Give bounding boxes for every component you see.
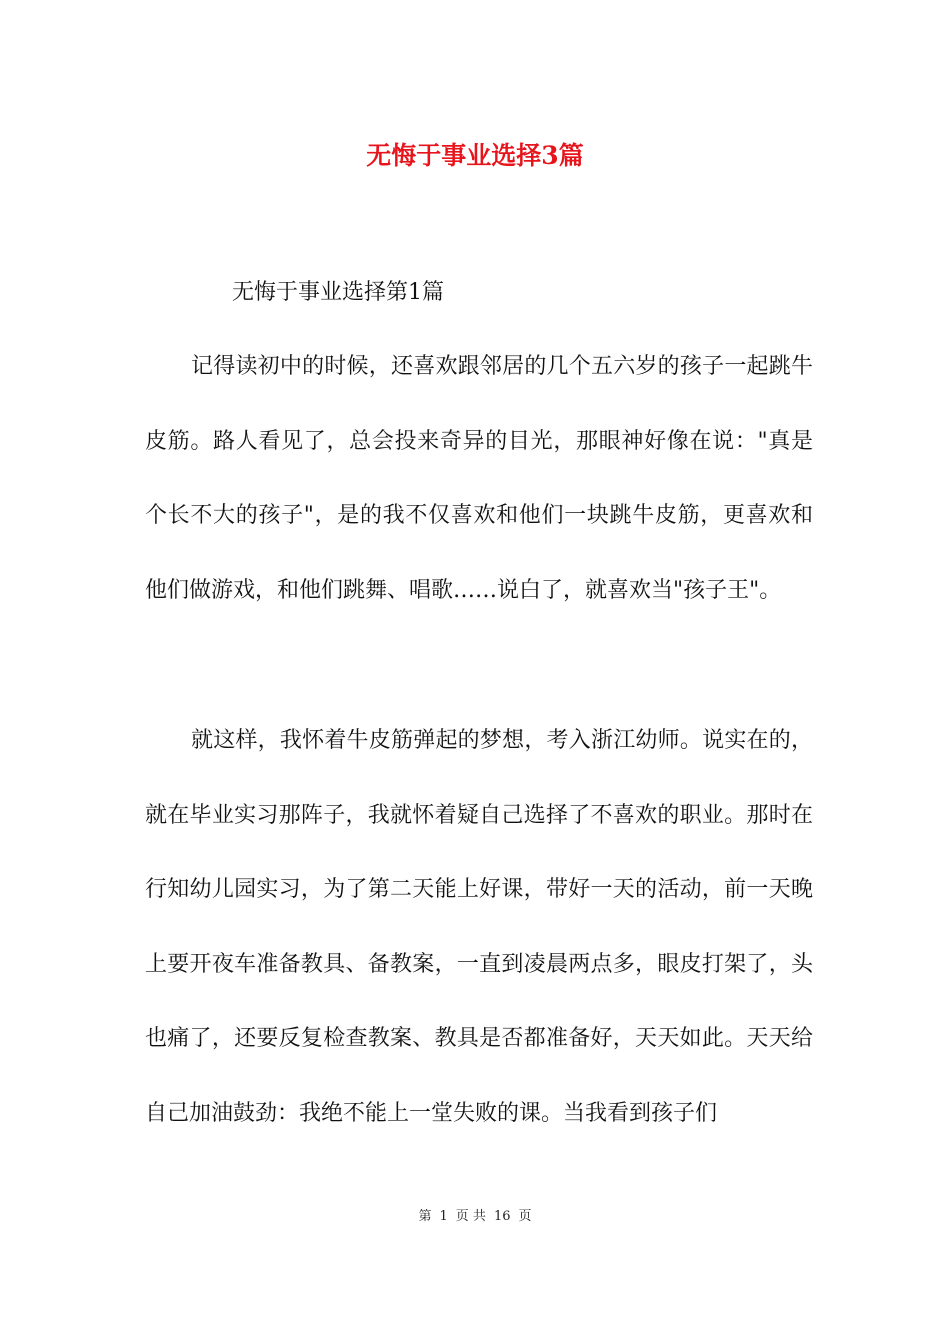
- paragraph-2: 就这样，我怀着牛皮筋弹起的梦想，考入浙江幼师。说实在的，就在毕业实习那阵子，我就怀着疑自己选择了不喜欢的职业。那时在行知幼儿园实习，为了第二天能上好课，带好一天的活动，前一天晚上要开夜车准备教具、备教案，一直到凌晨两点多，眼皮打架了，头也痛了，还要反复检查教案、教具是否都准备好，天天如此。天天给自己加油鼓劲：我绝不能上一堂失败的课。当我看到孩子们: [145, 728, 813, 1126]
- footer-total-pages: 16: [493, 1209, 511, 1224]
- footer-suffix: 页: [518, 1209, 532, 1224]
- footer-mid: 页 共: [455, 1209, 486, 1224]
- page-footer: [0, 1207, 950, 1227]
- document-title: 无悔于事业选择3篇: [366, 141, 584, 170]
- footer-prefix: 第: [418, 1209, 432, 1224]
- paragraph-1: 记得读初中的时候，还喜欢跟邻居的几个五六岁的孩子一起跳牛皮筋。路人看见了，总会投来奇异的目光，那眼神好像在说："真是个长不大的孩子"，是的我不仅喜欢和他们一块跳牛皮筋，更喜欢和他们做游戏，和他们跳舞、唱歌……说白了，就喜欢当"孩子王"。: [145, 354, 813, 603]
- section-heading: 无悔于事业选择第1篇: [232, 280, 444, 305]
- footer-current-page: 1: [439, 1209, 448, 1224]
